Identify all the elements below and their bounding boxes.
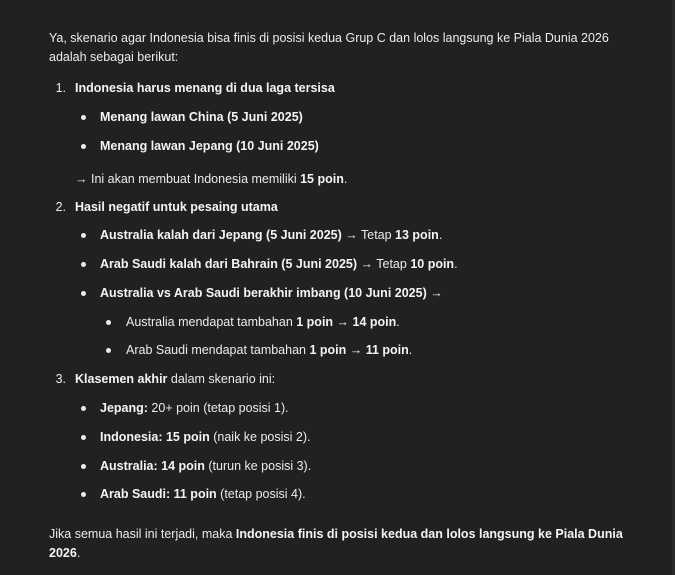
bullet-icon [81, 406, 86, 411]
bullet-bold: Arab Saudi: 11 poin [100, 487, 217, 501]
sub-bullet-bold: 1 poin → 11 poin [309, 343, 409, 357]
bullet-icon [81, 233, 86, 238]
step-title: Indonesia harus menang di dua laga tersisa [75, 81, 335, 95]
note-end: . [343, 172, 348, 186]
bullet-end: . [438, 228, 443, 242]
step-number: 3. [55, 372, 66, 386]
bullet-icon [81, 435, 86, 440]
step-title: Hasil negatif untuk pesaing utama [75, 200, 278, 214]
bullet-bold: Arab Saudi kalah dari Bahrain (5 Juni 2025) [100, 257, 358, 271]
bullet-bold: Australia kalah dari Jepang (5 Juni 2025) [100, 228, 342, 242]
outro-bold: Indonesia finis di posisi kedua dan lolos langsung ke Piala Dunia 2026 [49, 527, 623, 560]
bullet-bold2: 13 poin [395, 228, 439, 242]
bullet-plain: → [426, 286, 443, 300]
bullet-plain: 20+ poin (tetap posisi 1). [147, 401, 289, 415]
bullet-text: Menang lawan China (5 Juni 2025) [100, 110, 303, 124]
bullet-icon [81, 262, 86, 267]
bullet-bold: Indonesia: 15 poin [100, 430, 210, 444]
sub-bullet-plain: Arab Saudi mendapat tambahan [126, 343, 310, 357]
bullet-plain: (naik ke posisi 2). [209, 430, 311, 444]
intro-paragraph: Ya, skenario agar Indonesia bisa finis di posisi kedua Grup C dan lolos langsung ke Piala Dunia 2026 adalah sebagai berikut: [49, 31, 609, 64]
note-bold: 15 poin [300, 172, 344, 186]
bullet-bold: Australia vs Arab Saudi berakhir imbang (10 Juni 2025) [100, 286, 427, 300]
sub-bullet-plain: Australia mendapat tambahan [126, 315, 297, 329]
bullet-icon [81, 291, 86, 296]
outro-end: . [76, 546, 81, 560]
bullet-icon [81, 492, 86, 497]
step-title-rest: dalam skenario ini: [167, 372, 276, 386]
outro-paragraph [49, 525, 649, 563]
bullet-end: . [454, 257, 458, 271]
outro-text: Jika semua hasil ini terjadi, maka [49, 527, 236, 541]
sub-bullet-end: . [408, 343, 413, 357]
bullet-plain: → Tetap [341, 228, 396, 242]
bullet-plain: (tetap posisi 4). [216, 487, 306, 501]
step-number: 2. [55, 200, 66, 214]
bullet-plain: (turun ke posisi 3). [204, 459, 312, 473]
bullet-bold: Jepang: [100, 401, 148, 415]
note-text: → Ini akan membuat Indonesia memiliki [75, 172, 301, 186]
bullet-bold2: 10 poin [410, 257, 455, 271]
bullet-icon [81, 144, 86, 149]
step-title: Klasemen akhir [75, 372, 168, 386]
step-note [75, 170, 347, 189]
bullet-icon [81, 464, 86, 469]
bullet-text: Menang lawan Jepang (10 Juni 2025) [100, 139, 319, 153]
bullet-bold: Australia: 14 poin [100, 459, 205, 473]
bullet-plain: → Tetap [357, 257, 411, 271]
sub-bullet-end: . [396, 315, 400, 329]
bullet-icon [81, 115, 86, 120]
step-number: 1. [55, 81, 66, 95]
bullet-icon [106, 348, 111, 353]
sub-bullet-bold: 1 poin → 14 poin [296, 315, 397, 329]
bullet-icon [106, 320, 111, 325]
